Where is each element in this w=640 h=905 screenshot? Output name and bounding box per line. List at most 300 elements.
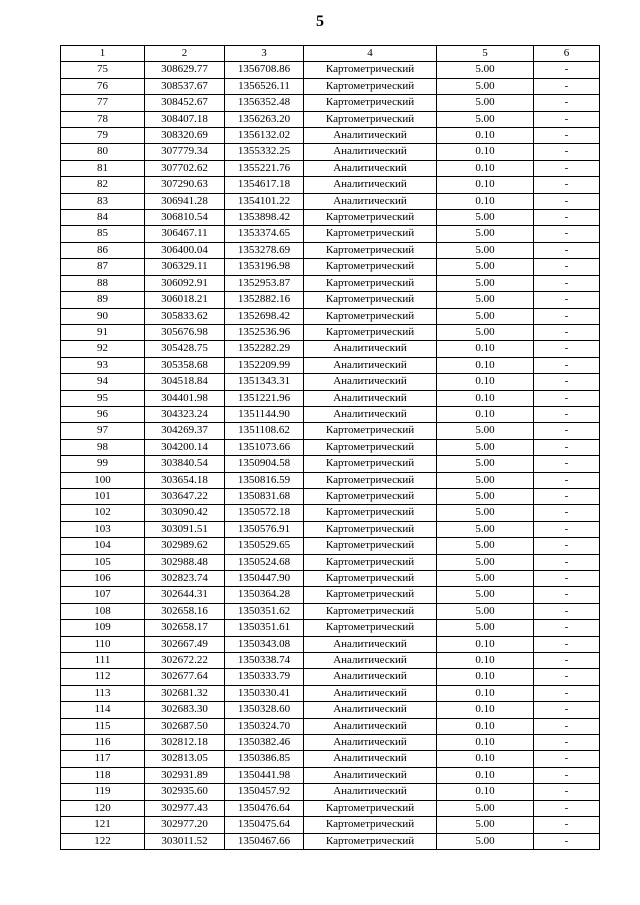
method-cell: Картометрический — [304, 292, 437, 308]
notes-cell: - — [534, 620, 600, 636]
point-number-cell: 89 — [61, 292, 145, 308]
method-cell: Картометрический — [304, 587, 437, 603]
x-coordinate-cell: 308407.18 — [145, 111, 225, 127]
point-number-cell: 90 — [61, 308, 145, 324]
y-coordinate-cell: 1350351.62 — [225, 603, 304, 619]
table-row — [61, 800, 600, 816]
notes-cell: - — [534, 128, 600, 144]
method-cell: Картометрический — [304, 259, 437, 275]
table-row — [61, 390, 600, 406]
x-coordinate-cell: 307290.63 — [145, 177, 225, 193]
point-number-cell: 109 — [61, 620, 145, 636]
method-cell: Картометрический — [304, 833, 437, 849]
x-coordinate-cell: 306092.91 — [145, 275, 225, 291]
accuracy-cell: 0.10 — [437, 144, 534, 160]
x-coordinate-cell: 302931.89 — [145, 767, 225, 783]
notes-cell: - — [534, 735, 600, 751]
header-cell-accuracy: 5 — [437, 46, 534, 62]
accuracy-cell: 5.00 — [437, 554, 534, 570]
y-coordinate-cell: 1352536.96 — [225, 324, 304, 340]
method-cell: Аналитический — [304, 718, 437, 734]
method-cell: Аналитический — [304, 160, 437, 176]
method-cell: Картометрический — [304, 439, 437, 455]
point-number-cell: 102 — [61, 505, 145, 521]
notes-cell: - — [534, 210, 600, 226]
point-number-cell: 112 — [61, 669, 145, 685]
point-number-cell: 78 — [61, 111, 145, 127]
y-coordinate-cell: 1350904.58 — [225, 456, 304, 472]
notes-cell: - — [534, 538, 600, 554]
point-number-cell: 116 — [61, 735, 145, 751]
notes-cell: - — [534, 636, 600, 652]
x-coordinate-cell: 306941.28 — [145, 193, 225, 209]
table-row — [61, 505, 600, 521]
notes-cell: - — [534, 472, 600, 488]
point-number-cell: 107 — [61, 587, 145, 603]
accuracy-cell: 5.00 — [437, 78, 534, 94]
notes-cell: - — [534, 324, 600, 340]
point-number-cell: 104 — [61, 538, 145, 554]
y-coordinate-cell: 1350330.41 — [225, 685, 304, 701]
point-number-cell: 92 — [61, 341, 145, 357]
method-cell: Аналитический — [304, 636, 437, 652]
method-cell: Аналитический — [304, 751, 437, 767]
table-row — [61, 439, 600, 455]
notes-cell: - — [534, 259, 600, 275]
accuracy-cell: 5.00 — [437, 603, 534, 619]
notes-cell: - — [534, 226, 600, 242]
y-coordinate-cell: 1356132.02 — [225, 128, 304, 144]
notes-cell: - — [534, 95, 600, 111]
point-number-cell: 115 — [61, 718, 145, 734]
header-cell-point-number: 1 — [61, 46, 145, 62]
y-coordinate-cell: 1354617.18 — [225, 177, 304, 193]
x-coordinate-cell: 302977.43 — [145, 800, 225, 816]
x-coordinate-cell: 308452.67 — [145, 95, 225, 111]
method-cell: Картометрический — [304, 95, 437, 111]
notes-cell: - — [534, 521, 600, 537]
method-cell: Аналитический — [304, 144, 437, 160]
notes-cell: - — [534, 144, 600, 160]
point-number-cell: 97 — [61, 423, 145, 439]
y-coordinate-cell: 1350457.92 — [225, 784, 304, 800]
y-coordinate-cell: 1350831.68 — [225, 488, 304, 504]
accuracy-cell: 5.00 — [437, 800, 534, 816]
accuracy-cell: 5.00 — [437, 292, 534, 308]
accuracy-cell: 0.10 — [437, 735, 534, 751]
y-coordinate-cell: 1350524.68 — [225, 554, 304, 570]
accuracy-cell: 5.00 — [437, 259, 534, 275]
point-number-cell: 110 — [61, 636, 145, 652]
accuracy-cell: 5.00 — [437, 423, 534, 439]
y-coordinate-cell: 1350441.98 — [225, 767, 304, 783]
table-row — [61, 784, 600, 800]
notes-cell: - — [534, 833, 600, 849]
point-number-cell: 101 — [61, 488, 145, 504]
x-coordinate-cell: 303647.22 — [145, 488, 225, 504]
notes-cell: - — [534, 390, 600, 406]
point-number-cell: 96 — [61, 406, 145, 422]
header-cell-x: 2 — [145, 46, 225, 62]
y-coordinate-cell: 1352882.16 — [225, 292, 304, 308]
method-cell: Картометрический — [304, 620, 437, 636]
y-coordinate-cell: 1356263.20 — [225, 111, 304, 127]
y-coordinate-cell: 1352209.99 — [225, 357, 304, 373]
x-coordinate-cell: 306810.54 — [145, 210, 225, 226]
notes-cell: - — [534, 308, 600, 324]
y-coordinate-cell: 1356526.11 — [225, 78, 304, 94]
table-row — [61, 324, 600, 340]
x-coordinate-cell: 302658.17 — [145, 620, 225, 636]
point-number-cell: 75 — [61, 62, 145, 78]
accuracy-cell: 0.10 — [437, 685, 534, 701]
table-row — [61, 521, 600, 537]
x-coordinate-cell: 302672.22 — [145, 653, 225, 669]
x-coordinate-cell: 305676.98 — [145, 324, 225, 340]
method-cell: Аналитический — [304, 357, 437, 373]
x-coordinate-cell: 302977.20 — [145, 817, 225, 833]
point-number-cell: 76 — [61, 78, 145, 94]
table-row — [61, 292, 600, 308]
notes-cell: - — [534, 78, 600, 94]
method-cell: Аналитический — [304, 767, 437, 783]
x-coordinate-cell: 305833.62 — [145, 308, 225, 324]
accuracy-cell: 0.10 — [437, 177, 534, 193]
x-coordinate-cell: 303840.54 — [145, 456, 225, 472]
method-cell: Картометрический — [304, 505, 437, 521]
table-row — [61, 341, 600, 357]
accuracy-cell: 0.10 — [437, 702, 534, 718]
x-coordinate-cell: 302823.74 — [145, 571, 225, 587]
accuracy-cell: 5.00 — [437, 95, 534, 111]
accuracy-cell: 0.10 — [437, 357, 534, 373]
method-cell: Аналитический — [304, 702, 437, 718]
point-number-cell: 119 — [61, 784, 145, 800]
x-coordinate-cell: 302681.32 — [145, 685, 225, 701]
table-row — [61, 177, 600, 193]
method-cell: Аналитический — [304, 406, 437, 422]
notes-cell: - — [534, 423, 600, 439]
table-row — [61, 488, 600, 504]
notes-cell: - — [534, 685, 600, 701]
y-coordinate-cell: 1350447.90 — [225, 571, 304, 587]
accuracy-cell: 5.00 — [437, 833, 534, 849]
table-row — [61, 226, 600, 242]
point-number-cell: 95 — [61, 390, 145, 406]
point-number-cell: 87 — [61, 259, 145, 275]
accuracy-cell: 0.10 — [437, 160, 534, 176]
accuracy-cell: 0.10 — [437, 636, 534, 652]
method-cell: Аналитический — [304, 685, 437, 701]
point-number-cell: 94 — [61, 374, 145, 390]
accuracy-cell: 5.00 — [437, 210, 534, 226]
accuracy-cell: 5.00 — [437, 488, 534, 504]
table-row — [61, 357, 600, 373]
y-coordinate-cell: 1353278.69 — [225, 242, 304, 258]
method-cell: Картометрический — [304, 800, 437, 816]
table-row — [61, 751, 600, 767]
point-number-cell: 113 — [61, 685, 145, 701]
point-number-cell: 106 — [61, 571, 145, 587]
notes-cell: - — [534, 62, 600, 78]
notes-cell: - — [534, 242, 600, 258]
table-row — [61, 833, 600, 849]
table-row — [61, 538, 600, 554]
table-row — [61, 636, 600, 652]
table-row — [61, 193, 600, 209]
notes-cell: - — [534, 357, 600, 373]
table-row — [61, 472, 600, 488]
accuracy-cell: 5.00 — [437, 817, 534, 833]
method-cell: Аналитический — [304, 374, 437, 390]
notes-cell: - — [534, 718, 600, 734]
y-coordinate-cell: 1350475.64 — [225, 817, 304, 833]
table-row — [61, 275, 600, 291]
accuracy-cell: 5.00 — [437, 439, 534, 455]
x-coordinate-cell: 308320.69 — [145, 128, 225, 144]
x-coordinate-cell: 304200.14 — [145, 439, 225, 455]
method-cell: Картометрический — [304, 603, 437, 619]
table-header — [61, 46, 600, 62]
header-row — [61, 46, 600, 62]
x-coordinate-cell: 303090.42 — [145, 505, 225, 521]
header-cell-notes: 6 — [534, 46, 600, 62]
y-coordinate-cell: 1350343.08 — [225, 636, 304, 652]
method-cell: Картометрический — [304, 521, 437, 537]
y-coordinate-cell: 1355332.25 — [225, 144, 304, 160]
method-cell: Картометрический — [304, 275, 437, 291]
notes-cell: - — [534, 751, 600, 767]
notes-cell: - — [534, 653, 600, 669]
table-row — [61, 456, 600, 472]
y-coordinate-cell: 1354101.22 — [225, 193, 304, 209]
notes-cell: - — [534, 817, 600, 833]
x-coordinate-cell: 308537.67 — [145, 78, 225, 94]
method-cell: Аналитический — [304, 177, 437, 193]
method-cell: Аналитический — [304, 128, 437, 144]
y-coordinate-cell: 1351343.31 — [225, 374, 304, 390]
notes-cell: - — [534, 669, 600, 685]
accuracy-cell: 0.10 — [437, 406, 534, 422]
y-coordinate-cell: 1353196.98 — [225, 259, 304, 275]
point-number-cell: 91 — [61, 324, 145, 340]
notes-cell: - — [534, 587, 600, 603]
notes-cell: - — [534, 374, 600, 390]
y-coordinate-cell: 1352282.29 — [225, 341, 304, 357]
table-row — [61, 111, 600, 127]
notes-cell: - — [534, 177, 600, 193]
accuracy-cell: 5.00 — [437, 324, 534, 340]
point-number-cell: 108 — [61, 603, 145, 619]
table-row — [61, 128, 600, 144]
coordinates-table — [60, 45, 600, 850]
point-number-cell: 77 — [61, 95, 145, 111]
table-row — [61, 702, 600, 718]
y-coordinate-cell: 1353374.65 — [225, 226, 304, 242]
y-coordinate-cell: 1351073.66 — [225, 439, 304, 455]
notes-cell: - — [534, 439, 600, 455]
table-row — [61, 767, 600, 783]
table-row — [61, 160, 600, 176]
table-row — [61, 718, 600, 734]
notes-cell: - — [534, 571, 600, 587]
accuracy-cell: 5.00 — [437, 620, 534, 636]
x-coordinate-cell: 303091.51 — [145, 521, 225, 537]
method-cell: Картометрический — [304, 488, 437, 504]
x-coordinate-cell: 306400.04 — [145, 242, 225, 258]
x-coordinate-cell: 302658.16 — [145, 603, 225, 619]
table-row — [61, 603, 600, 619]
accuracy-cell: 5.00 — [437, 521, 534, 537]
point-number-cell: 121 — [61, 817, 145, 833]
table-row — [61, 308, 600, 324]
table-row — [61, 259, 600, 275]
point-number-cell: 100 — [61, 472, 145, 488]
y-coordinate-cell: 1353898.42 — [225, 210, 304, 226]
accuracy-cell: 5.00 — [437, 472, 534, 488]
notes-cell: - — [534, 406, 600, 422]
method-cell: Картометрический — [304, 324, 437, 340]
point-number-cell: 117 — [61, 751, 145, 767]
accuracy-cell: 5.00 — [437, 538, 534, 554]
point-number-cell: 79 — [61, 128, 145, 144]
point-number-cell: 80 — [61, 144, 145, 160]
point-number-cell: 103 — [61, 521, 145, 537]
point-number-cell: 83 — [61, 193, 145, 209]
x-coordinate-cell: 304269.37 — [145, 423, 225, 439]
accuracy-cell: 5.00 — [437, 111, 534, 127]
point-number-cell: 111 — [61, 653, 145, 669]
x-coordinate-cell: 302667.49 — [145, 636, 225, 652]
table-row — [61, 817, 600, 833]
accuracy-cell: 0.10 — [437, 374, 534, 390]
x-coordinate-cell: 307702.62 — [145, 160, 225, 176]
point-number-cell: 105 — [61, 554, 145, 570]
method-cell: Картометрический — [304, 226, 437, 242]
table-row — [61, 78, 600, 94]
x-coordinate-cell: 303011.52 — [145, 833, 225, 849]
method-cell: Картометрический — [304, 242, 437, 258]
table-row — [61, 406, 600, 422]
notes-cell: - — [534, 456, 600, 472]
table-row — [61, 62, 600, 78]
method-cell: Аналитический — [304, 784, 437, 800]
y-coordinate-cell: 1351144.90 — [225, 406, 304, 422]
accuracy-cell: 5.00 — [437, 308, 534, 324]
notes-cell: - — [534, 702, 600, 718]
method-cell: Картометрический — [304, 538, 437, 554]
x-coordinate-cell: 306018.21 — [145, 292, 225, 308]
y-coordinate-cell: 1351108.62 — [225, 423, 304, 439]
table-row — [61, 144, 600, 160]
method-cell: Картометрический — [304, 111, 437, 127]
accuracy-cell: 0.10 — [437, 718, 534, 734]
table-row — [61, 653, 600, 669]
method-cell: Картометрический — [304, 554, 437, 570]
y-coordinate-cell: 1352953.87 — [225, 275, 304, 291]
table-row — [61, 210, 600, 226]
y-coordinate-cell: 1350467.66 — [225, 833, 304, 849]
x-coordinate-cell: 302935.60 — [145, 784, 225, 800]
point-number-cell: 114 — [61, 702, 145, 718]
accuracy-cell: 5.00 — [437, 275, 534, 291]
table-row — [61, 669, 600, 685]
method-cell: Аналитический — [304, 669, 437, 685]
y-coordinate-cell: 1350382.46 — [225, 735, 304, 751]
accuracy-cell: 5.00 — [437, 587, 534, 603]
table-row — [61, 423, 600, 439]
x-coordinate-cell: 302677.64 — [145, 669, 225, 685]
notes-cell: - — [534, 275, 600, 291]
method-cell: Картометрический — [304, 62, 437, 78]
y-coordinate-cell: 1355221.76 — [225, 160, 304, 176]
x-coordinate-cell: 302683.30 — [145, 702, 225, 718]
y-coordinate-cell: 1350324.70 — [225, 718, 304, 734]
notes-cell: - — [534, 505, 600, 521]
accuracy-cell: 0.10 — [437, 784, 534, 800]
header-cell-y: 3 — [225, 46, 304, 62]
y-coordinate-cell: 1350386.85 — [225, 751, 304, 767]
accuracy-cell: 5.00 — [437, 456, 534, 472]
y-coordinate-cell: 1351221.96 — [225, 390, 304, 406]
notes-cell: - — [534, 603, 600, 619]
method-cell: Аналитический — [304, 390, 437, 406]
header-cell-method: 4 — [304, 46, 437, 62]
page-number: 5 — [316, 13, 324, 30]
y-coordinate-cell: 1356708.86 — [225, 62, 304, 78]
point-number-cell: 84 — [61, 210, 145, 226]
point-number-cell: 86 — [61, 242, 145, 258]
method-cell: Аналитический — [304, 735, 437, 751]
table-row — [61, 242, 600, 258]
point-number-cell: 118 — [61, 767, 145, 783]
notes-cell: - — [534, 784, 600, 800]
accuracy-cell: 0.10 — [437, 669, 534, 685]
table-row — [61, 620, 600, 636]
notes-cell: - — [534, 341, 600, 357]
y-coordinate-cell: 1350529.65 — [225, 538, 304, 554]
method-cell: Картометрический — [304, 423, 437, 439]
point-number-cell: 82 — [61, 177, 145, 193]
method-cell: Картометрический — [304, 210, 437, 226]
table-row — [61, 554, 600, 570]
y-coordinate-cell: 1350572.18 — [225, 505, 304, 521]
method-cell: Картометрический — [304, 817, 437, 833]
x-coordinate-cell: 307779.34 — [145, 144, 225, 160]
x-coordinate-cell: 302988.48 — [145, 554, 225, 570]
table-row — [61, 735, 600, 751]
x-coordinate-cell: 306467.11 — [145, 226, 225, 242]
x-coordinate-cell: 302813.05 — [145, 751, 225, 767]
accuracy-cell: 0.10 — [437, 128, 534, 144]
y-coordinate-cell: 1350351.61 — [225, 620, 304, 636]
x-coordinate-cell: 305358.68 — [145, 357, 225, 373]
y-coordinate-cell: 1350576.91 — [225, 521, 304, 537]
method-cell: Аналитический — [304, 653, 437, 669]
table-row — [61, 571, 600, 587]
accuracy-cell: 5.00 — [437, 62, 534, 78]
point-number-cell: 98 — [61, 439, 145, 455]
x-coordinate-cell: 303654.18 — [145, 472, 225, 488]
x-coordinate-cell: 304323.24 — [145, 406, 225, 422]
accuracy-cell: 5.00 — [437, 505, 534, 521]
notes-cell: - — [534, 292, 600, 308]
y-coordinate-cell: 1350333.79 — [225, 669, 304, 685]
accuracy-cell: 5.00 — [437, 571, 534, 587]
notes-cell: - — [534, 193, 600, 209]
y-coordinate-cell: 1350328.60 — [225, 702, 304, 718]
method-cell: Картометрический — [304, 472, 437, 488]
